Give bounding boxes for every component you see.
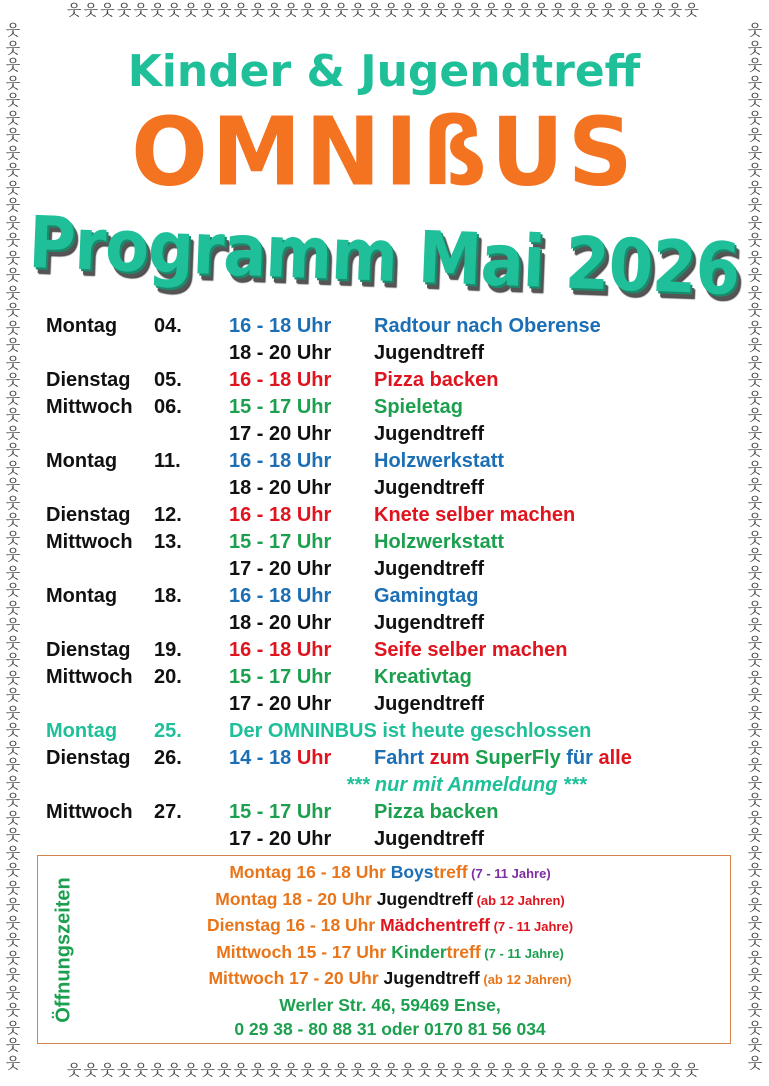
schedule-activity: Holzwerkstatt [374, 450, 505, 472]
schedule-row [46, 421, 746, 448]
opening-group: treff [455, 915, 490, 935]
schedule-time: 17 - 20 Uhr [229, 693, 332, 715]
schedule-activity: Jugendtreff [374, 693, 484, 715]
schedule-day: Dienstag [46, 369, 131, 391]
schedule-activity: Pizza backen [374, 801, 499, 823]
schedule-row [46, 340, 746, 367]
opening-age: (ab 12 Jahren) [472, 892, 565, 908]
schedule-activity: Seife selber machen [374, 639, 568, 661]
schedule-time-range: 14 - 18 [229, 747, 297, 769]
opening-time: Mittwoch 15 - 17 Uhr [216, 941, 392, 962]
schedule-time: 16 - 18 Uhr [229, 369, 332, 391]
schedule-row [46, 772, 746, 799]
schedule-time: 18 - 20 Uhr [229, 477, 332, 499]
schedule-row [46, 367, 746, 394]
schedule-time: 17 - 20 Uhr [229, 828, 332, 850]
schedule-activity-word: für [566, 747, 599, 769]
schedule-date: 26. [154, 747, 182, 769]
schedule-time: 15 - 17 Uhr [229, 531, 332, 553]
schedule-row [46, 826, 746, 853]
opening-group: Jugendtreff [383, 968, 480, 988]
schedule-activity: Holzwerkstatt [374, 531, 505, 553]
opening-hours-heading: Öffnungszeiten [52, 876, 75, 1023]
figure-border-bottom: 웃웃웃웃웃웃웃웃웃웃웃웃웃웃웃웃웃웃웃웃웃웃웃웃웃웃웃웃웃웃웃웃웃웃웃웃웃웃 [66, 1061, 702, 1079]
schedule-activity: Gamingtag [374, 585, 479, 607]
figure-border-right: 웃웃웃웃웃웃웃웃웃웃웃웃웃웃웃웃웃웃웃웃웃웃웃웃웃웃웃웃웃웃웃웃웃웃웃웃웃웃웃웃웃웃웃웃웃웃웃웃웃웃웃웃웃웃웃웃웃웃웃웃 [747, 21, 763, 1072]
schedule-day: Montag [46, 450, 118, 472]
schedule-date: 27. [154, 801, 182, 823]
opening-age: (7 - 11 Jahre) [480, 945, 564, 961]
opening-age: (7 - 11 Jahre) [489, 919, 574, 934]
schedule-activity-word: alle [598, 747, 632, 769]
opening-line [90, 966, 690, 993]
schedule-activity: Jugendtreff [374, 558, 484, 580]
schedule-date: 25. [154, 720, 182, 742]
schedule-row [46, 718, 746, 745]
schedule-date: 05. [154, 369, 182, 391]
schedule-activity: Kreativtag [374, 666, 472, 688]
opening-age: (ab 12 Jahren) [479, 972, 572, 987]
opening-time: Montag 16 - 18 Uhr [229, 862, 391, 882]
schedule-time: 18 - 20 Uhr [229, 612, 332, 634]
schedule-row [46, 448, 746, 475]
schedule-date: 20. [154, 666, 182, 688]
schedule-date: 13. [154, 531, 182, 553]
schedule-activity: Spieletag [374, 396, 463, 418]
schedule-activity: Jugendtreff [374, 477, 484, 499]
address: Werler Str. 46, 59469 Ense, [279, 994, 501, 1015]
schedule-activity: Radtour nach Oberense [374, 315, 601, 337]
schedule-date: 06. [154, 396, 182, 418]
page-title-line1: Kinder & Jugendtreff [127, 46, 641, 97]
opening-time: Mittwoch 17 - 20 Uhr [208, 968, 384, 988]
schedule-activity: Jugendtreff [374, 612, 484, 634]
schedule-date: 19. [154, 639, 182, 661]
schedule-day: Montag [46, 585, 118, 607]
schedule-activity: Jugendtreff [374, 342, 484, 364]
schedule-time: 16 - 18 Uhr [229, 504, 332, 526]
schedule-time: 16 - 18 Uhr [229, 585, 332, 607]
opening-group: Boys [390, 862, 434, 882]
schedule-row [46, 799, 746, 826]
opening-time: Dienstag 16 - 18 Uhr [206, 915, 381, 935]
schedule-row [46, 664, 746, 691]
schedule-row [46, 556, 746, 583]
schedule-time: 18 - 20 Uhr [229, 342, 332, 364]
schedule-day: Mittwoch [46, 666, 133, 688]
schedule-activity [374, 747, 632, 770]
schedule-row [46, 394, 746, 421]
schedule-date: 11. [154, 450, 181, 472]
schedule-time: 15 - 17 Uhr [229, 666, 332, 688]
schedule-day: Montag [46, 315, 118, 337]
schedule-time: 17 - 20 Uhr [229, 558, 332, 580]
schedule-date: 04. [154, 315, 182, 337]
schedule-time: 15 - 17 Uhr [229, 801, 332, 823]
schedule-time: Der OMNINBUS ist heute geschlossen [229, 720, 592, 742]
schedule-activity-word: SuperFly [475, 747, 567, 769]
opening-line [90, 887, 690, 914]
schedule-day: Mittwoch [46, 396, 133, 418]
schedule-row [46, 745, 746, 772]
figure-border-top: 웃웃웃웃웃웃웃웃웃웃웃웃웃웃웃웃웃웃웃웃웃웃웃웃웃웃웃웃웃웃웃웃웃웃웃웃웃웃 [66, 1, 702, 19]
schedule-row [46, 475, 746, 502]
opening-group: Jugendtreff [376, 888, 473, 909]
schedule-row [46, 529, 746, 556]
opening-hours-list [90, 860, 690, 1042]
schedule-time: 15 - 17 Uhr [229, 396, 332, 418]
schedule-row [46, 583, 746, 610]
opening-line [90, 860, 690, 887]
schedule-activity: Knete selber machen [374, 504, 576, 526]
schedule-note: *** nur mit Anmeldung *** [346, 774, 587, 796]
schedule-activity-word: zum [429, 747, 476, 769]
schedule-row [46, 691, 746, 718]
page-title-logo: OMNIßUS [131, 97, 637, 208]
schedule-day: Mittwoch [46, 531, 133, 553]
schedule-activity: Jugendtreff [374, 423, 484, 445]
schedule-activity-word: Fahrt [374, 747, 430, 769]
schedule-day: Dienstag [46, 747, 131, 769]
opening-line [90, 913, 690, 940]
schedule-time: 16 - 18 Uhr [229, 450, 332, 472]
schedule-time: 16 - 18 Uhr [229, 639, 332, 661]
opening-age: (7 - 11 Jahre) [467, 866, 551, 881]
schedule-day: Montag [46, 720, 118, 742]
schedule-activity: Pizza backen [374, 369, 499, 391]
figure-border-left: 웃웃웃웃웃웃웃웃웃웃웃웃웃웃웃웃웃웃웃웃웃웃웃웃웃웃웃웃웃웃웃웃웃웃웃웃웃웃웃웃웃웃웃웃웃웃웃웃웃웃웃웃웃웃웃웃웃웃웃웃 [5, 21, 21, 1072]
opening-line [90, 940, 690, 967]
phone-number: 0 29 38 - 80 88 31 oder 0170 81 56 034 [234, 1019, 546, 1039]
schedule-row [46, 610, 746, 637]
opening-group: treff [446, 941, 481, 962]
page-title-program: Programm Mai 2026 [27, 201, 741, 313]
schedule-date: 18. [154, 585, 182, 607]
schedule-activity: Jugendtreff [374, 828, 484, 850]
opening-group: treff [433, 862, 468, 882]
schedule-day: Dienstag [46, 504, 131, 526]
schedule-time-unit: Uhr [296, 747, 332, 769]
schedule-time [229, 747, 331, 770]
schedule-row [46, 637, 746, 664]
schedule-time: 16 - 18 Uhr [229, 315, 332, 337]
schedule-row [46, 313, 746, 340]
schedule-date: 12. [154, 504, 182, 526]
schedule-day: Dienstag [46, 639, 131, 661]
schedule-day: Mittwoch [46, 801, 133, 823]
opening-hours-vertical-label [44, 862, 84, 1037]
schedule-table [46, 313, 746, 853]
opening-time: Montag 18 - 20 Uhr [215, 888, 377, 909]
schedule-time: 17 - 20 Uhr [229, 423, 332, 445]
opening-group: Kinder [391, 941, 447, 962]
schedule-row [46, 502, 746, 529]
opening-group: Mädchen [380, 915, 456, 935]
